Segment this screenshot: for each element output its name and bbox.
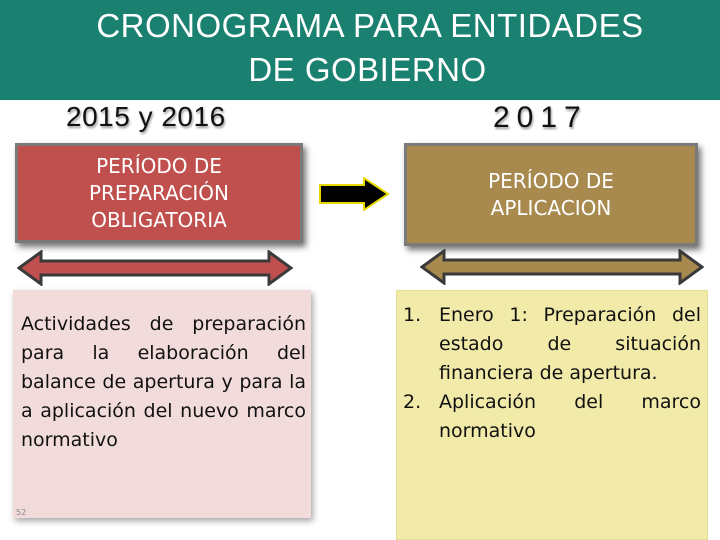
box-line: PERÍODO DE [488,168,614,193]
list-item [403,301,701,388]
box-line: PERÍODO DE [96,153,222,178]
right-arrow-icon [318,177,390,211]
list-item-text: Enero 1: Preparación del estado de situación financiera de apertura. [439,304,701,384]
slide-title [0,4,720,92]
double-arrow-icon [420,249,704,285]
box-line: APLICACION [490,195,612,220]
activities-description: Actividades de preparación para la elaboración del balance de apertura y para la a aplicación del nuevo marco normativo [21,313,306,451]
list-item-text: Aplicación del marco normativo [439,391,701,442]
preparation-activities-panel [13,290,311,518]
box-line: OBLIGATORIA [91,207,227,232]
page-number: 52 [16,508,27,517]
double-arrow-icon [17,250,293,286]
steps-list [403,301,701,446]
list-item-number: 1. [403,304,422,326]
title-line-1: CRONOGRAMA PARA ENTIDADES [96,7,644,44]
list-item [403,388,701,446]
application-steps-panel [396,290,708,540]
box-line: PREPARACIÓN [88,180,230,205]
title-line-2: DE GOBIERNO [248,51,487,88]
year-label-left: 2015 y 2016 [66,101,226,132]
application-period-box [404,143,698,246]
preparation-period-box [15,143,303,243]
year-label-right: 2017 [493,101,588,134]
list-item-number: 2. [403,391,422,413]
